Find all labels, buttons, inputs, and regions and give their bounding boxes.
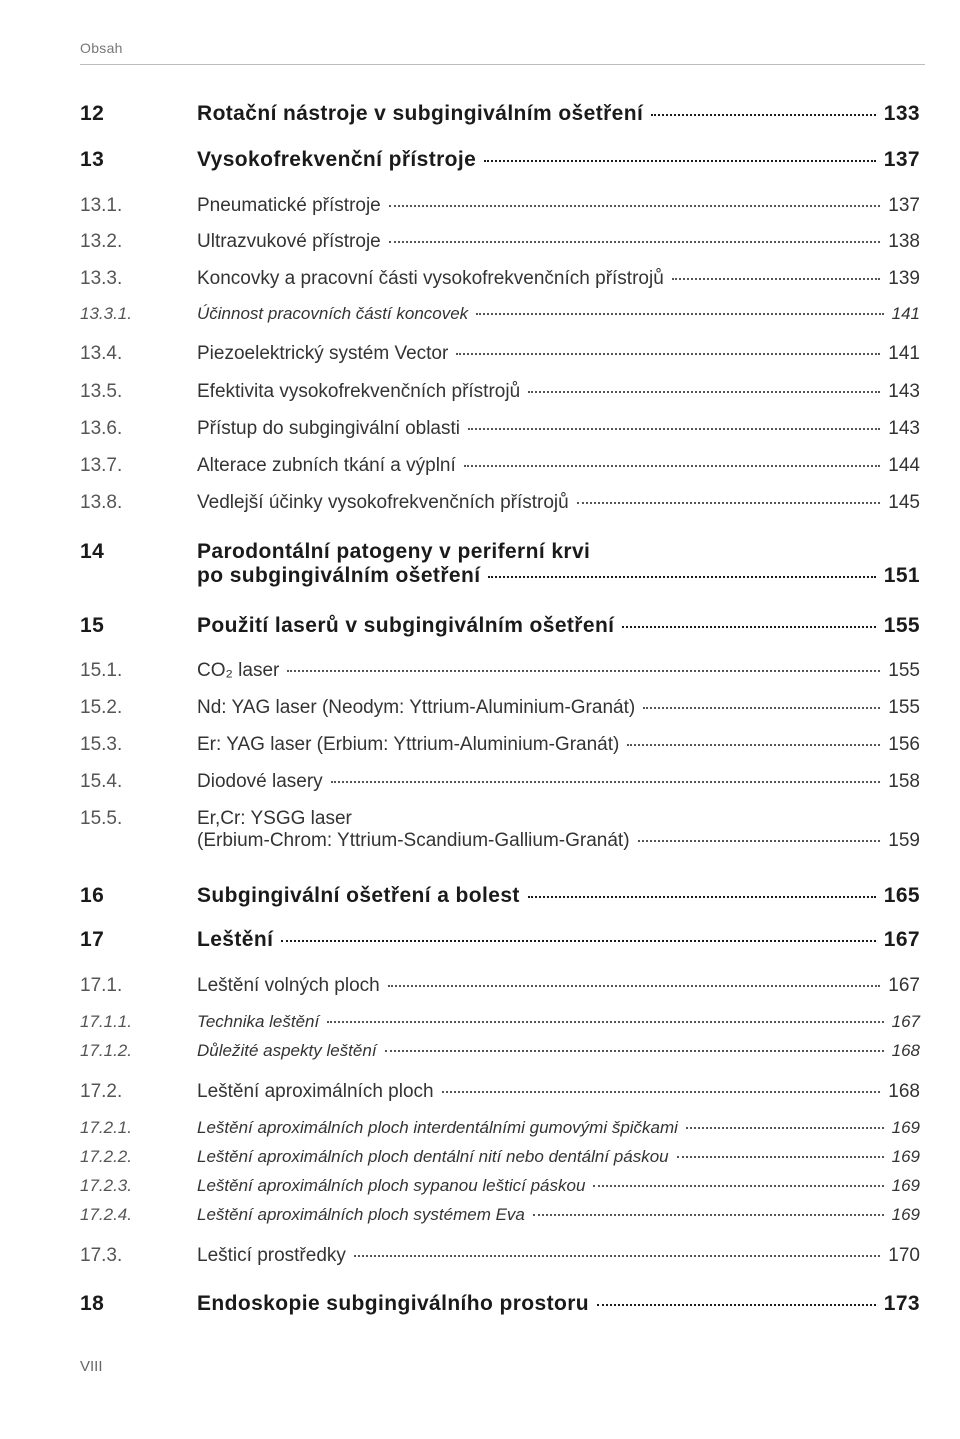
- dot-leader: [643, 707, 880, 709]
- entry-page: 141: [888, 343, 920, 364]
- entry-page: 137: [888, 195, 920, 216]
- entry-page: 169: [891, 1176, 920, 1195]
- entry-number: 15.3.: [80, 734, 123, 755]
- toc-entry: [80, 808, 920, 852]
- entry-page: 139: [888, 268, 920, 289]
- toc-entry: [80, 1292, 920, 1316]
- entry-number: 12: [80, 102, 105, 125]
- entry-page: 173: [883, 1292, 920, 1315]
- dot-leader: [456, 353, 880, 355]
- dot-leader: [651, 114, 876, 116]
- entry-number: 13: [80, 148, 105, 171]
- entry-page: 169: [891, 1118, 920, 1137]
- entry-number: 17.1.1.: [80, 1012, 132, 1031]
- toc-entry: [80, 455, 920, 477]
- dot-leader: [686, 1127, 884, 1129]
- dot-leader: [442, 1091, 881, 1093]
- entry-title: Leštění volných ploch: [197, 975, 380, 996]
- entry-title: Leštění aproximálních ploch dentální nití nebo dentální páskou: [197, 1147, 669, 1166]
- entry-number: 17: [80, 928, 105, 951]
- dot-leader: [627, 744, 880, 746]
- toc-entry: [80, 1012, 920, 1032]
- entry-page: 155: [888, 660, 920, 681]
- entry-page: 141: [891, 304, 920, 323]
- dot-leader: [577, 502, 881, 504]
- entry-number: 17.2.2.: [80, 1147, 132, 1166]
- toc-entry: [80, 381, 920, 403]
- toc-entry: [80, 148, 920, 172]
- toc-entry: [80, 1205, 920, 1225]
- toc-entry: [80, 102, 920, 126]
- entry-number: 16: [80, 884, 105, 907]
- dot-leader: [528, 391, 880, 393]
- toc-entry: [80, 928, 920, 952]
- dot-leader: [281, 940, 875, 942]
- entry-page: 169: [891, 1205, 920, 1224]
- entry-number: 13.3.1.: [80, 304, 132, 323]
- dot-leader: [389, 241, 881, 243]
- entry-title: Subgingivální ošetření a bolest: [197, 884, 520, 907]
- toc-entry: [80, 195, 920, 217]
- entry-number: 15: [80, 614, 105, 637]
- dot-leader: [488, 576, 875, 578]
- toc-entry: [80, 1118, 920, 1138]
- dot-leader: [593, 1185, 883, 1187]
- entry-title: Leštění: [197, 928, 274, 951]
- dot-leader: [331, 781, 881, 783]
- dot-leader: [287, 670, 880, 672]
- entry-page: 165: [883, 884, 920, 907]
- entry-number: 17.1.2.: [80, 1041, 132, 1060]
- dot-leader: [388, 985, 881, 987]
- entry-number: 17.2.4.: [80, 1205, 132, 1224]
- dot-leader: [385, 1050, 884, 1052]
- entry-title: Leštění aproximálních ploch interdentálními gumovými špičkami: [197, 1118, 678, 1137]
- entry-number: 15.2.: [80, 697, 123, 718]
- entry-number: 17.2.3.: [80, 1176, 132, 1195]
- entry-title: Důležité aspekty leštění: [197, 1041, 377, 1060]
- entry-title: Diodové lasery: [197, 771, 323, 792]
- entry-page: 168: [888, 1081, 920, 1102]
- entry-number: 15.4.: [80, 771, 123, 792]
- toc-entry: [80, 1147, 920, 1167]
- entry-number: 17.3.: [80, 1245, 123, 1266]
- entry-page: 151: [883, 564, 920, 587]
- dot-leader: [476, 313, 883, 315]
- entry-page: 143: [888, 418, 920, 439]
- dot-leader: [464, 465, 881, 467]
- entry-page: 169: [891, 1147, 920, 1166]
- toc-entry: [80, 697, 920, 719]
- toc-entry: [80, 771, 920, 793]
- dot-leader: [389, 205, 881, 207]
- entry-number: 13.3.: [80, 268, 123, 289]
- toc-entry: [80, 418, 920, 440]
- entry-title-continued: po subgingiválním ošetření: [197, 564, 481, 587]
- entry-page: 133: [883, 102, 920, 125]
- entry-title: Koncovky a pracovní části vysokofrekvenčních přístrojů: [197, 268, 664, 289]
- entry-page: 170: [888, 1245, 920, 1266]
- dot-leader: [677, 1156, 884, 1158]
- entry-title: Leštění aproximálních ploch: [197, 1081, 434, 1102]
- toc-entry: [80, 1081, 920, 1103]
- entry-title: Použití laserů v subgingiválním ošetření: [197, 614, 615, 637]
- dot-leader: [638, 840, 881, 842]
- toc-entry: [80, 884, 920, 908]
- entry-page: 168: [891, 1041, 920, 1060]
- dot-leader: [484, 160, 876, 162]
- entry-page: 155: [888, 697, 920, 718]
- dot-leader: [533, 1214, 884, 1216]
- entry-number: 17.2.: [80, 1081, 123, 1102]
- entry-page: 156: [888, 734, 920, 755]
- dot-leader: [622, 626, 875, 628]
- entry-number: 13.5.: [80, 381, 123, 402]
- dot-leader: [327, 1021, 883, 1023]
- toc-entry: [80, 1176, 920, 1196]
- entry-page: 159: [888, 830, 920, 851]
- dot-leader: [468, 428, 880, 430]
- toc-entry: [80, 540, 920, 588]
- entry-title: Přístup do subgingivální oblasti: [197, 418, 460, 439]
- entry-number: 13.6.: [80, 418, 123, 439]
- entry-title: Leštění aproximálních ploch systémem Eva: [197, 1205, 525, 1224]
- toc-entry: [80, 492, 920, 514]
- toc-entry: [80, 231, 920, 253]
- entry-number: 14: [80, 540, 105, 563]
- entry-title: Technika leštění: [197, 1012, 320, 1031]
- entry-title: CO₂ laser: [197, 660, 280, 681]
- dot-leader: [354, 1255, 880, 1257]
- entry-title: Leštění aproximálních ploch sypanou lešticí páskou: [197, 1176, 586, 1195]
- entry-title: Rotační nástroje v subgingiválním ošetření: [197, 102, 644, 125]
- entry-title: Účinnost pracovních částí koncovek: [197, 304, 469, 323]
- toc-entry: [80, 660, 920, 682]
- entry-number: 15.1.: [80, 660, 123, 681]
- entry-number: 17.1.: [80, 975, 123, 996]
- entry-number: 13.7.: [80, 455, 123, 476]
- toc-entry: [80, 614, 920, 638]
- entry-title: Nd: YAG laser (Neodym: Yttrium-Aluminium-Granát): [197, 697, 636, 718]
- entry-page: 158: [888, 771, 920, 792]
- entry-title: Endoskopie subgingiválního prostoru: [197, 1292, 590, 1315]
- entry-title: Parodontální patogeny v periferní krvi: [197, 540, 591, 563]
- entry-page: 137: [883, 148, 920, 171]
- entry-page: 144: [888, 455, 920, 476]
- entry-title: Pneumatické přístroje: [197, 195, 381, 216]
- entry-number: 18: [80, 1292, 105, 1315]
- running-header: Obsah: [80, 40, 123, 56]
- entry-title: Lešticí prostředky: [197, 1245, 346, 1266]
- entry-page: 155: [883, 614, 920, 637]
- entry-number: 13.4.: [80, 343, 123, 364]
- entry-title: Efektivita vysokofrekvenčních přístrojů: [197, 381, 521, 402]
- entry-page: 167: [888, 975, 920, 996]
- toc-entry: [80, 734, 920, 756]
- entry-number: 13.8.: [80, 492, 123, 513]
- toc-entry: [80, 975, 920, 997]
- toc-entry: [80, 343, 920, 365]
- entry-title: Er: YAG laser (Erbium: Yttrium-Aluminium-Granát): [197, 734, 620, 755]
- entry-number: 13.1.: [80, 195, 123, 216]
- page-number: VIII: [80, 1358, 103, 1375]
- entry-number: 17.2.1.: [80, 1118, 132, 1137]
- entry-title: Piezoelektrický systém Vector: [197, 343, 449, 364]
- entry-title: Er,Cr: YSGG laser: [197, 808, 352, 829]
- header-rule: [80, 64, 925, 65]
- dot-leader: [597, 1304, 876, 1306]
- entry-title: Ultrazvukové přístroje: [197, 231, 381, 252]
- toc-entry: [80, 1041, 920, 1061]
- entry-title-continued: (Erbium-Chrom: Yttrium-Scandium-Gallium-Granát): [197, 830, 630, 851]
- entry-title: Alterace zubních tkání a výplní: [197, 455, 456, 476]
- toc-entry: [80, 268, 920, 290]
- toc-entry: [80, 1245, 920, 1267]
- dot-leader: [672, 278, 881, 280]
- entry-page: 143: [888, 381, 920, 402]
- entry-page: 167: [883, 928, 920, 951]
- entry-number: 13.2.: [80, 231, 123, 252]
- dot-leader: [528, 896, 876, 898]
- entry-title: Vysokofrekvenční přístroje: [197, 148, 477, 171]
- entry-title: Vedlejší účinky vysokofrekvenčních přístrojů: [197, 492, 569, 513]
- entry-page: 138: [888, 231, 920, 252]
- entry-number: 15.5.: [80, 808, 123, 829]
- toc-entry: [80, 304, 920, 324]
- entry-page: 167: [891, 1012, 920, 1031]
- entry-page: 145: [888, 492, 920, 513]
